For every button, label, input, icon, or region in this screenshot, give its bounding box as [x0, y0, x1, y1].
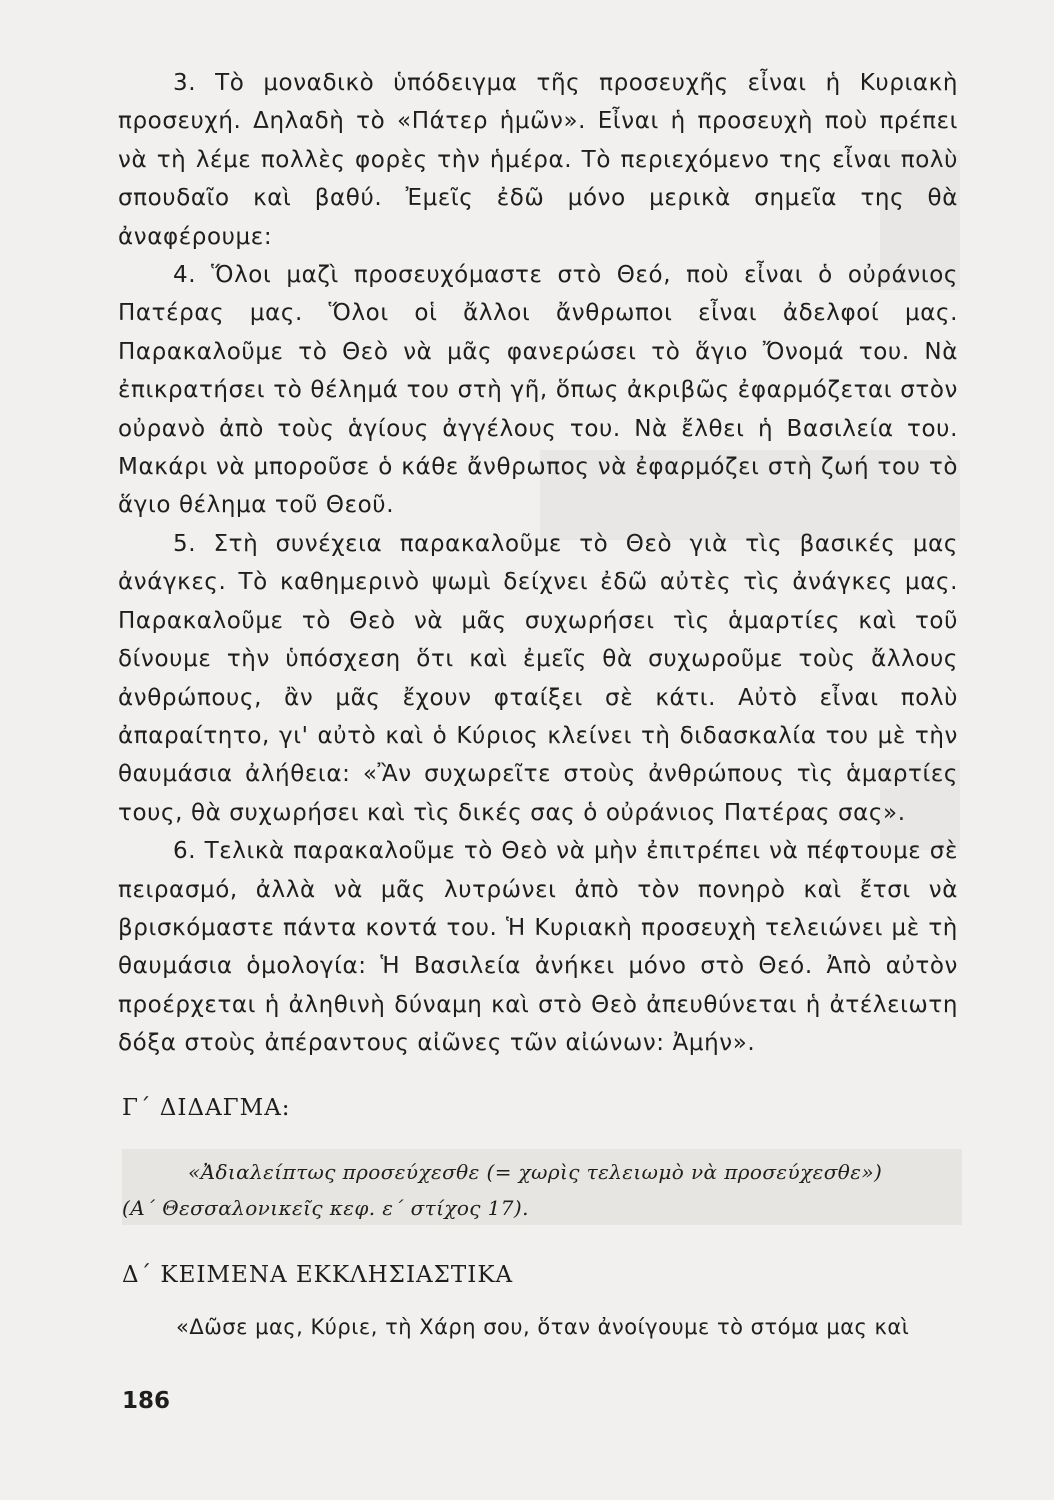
bible-reference: (Α΄ Θεσσαλονικεῖς κεφ. ε΄ στίχος 17). [122, 1196, 529, 1220]
section-heading-keimena: Δ΄ ΚΕΙΜΕΝΑ ΕΚΚΛΗΣΙΑΣΤΙΚΑ [122, 1262, 514, 1288]
main-text [118, 64, 958, 1063]
paragraph-6: 6. Τελικὰ παρακαλοῦμε τὸ Θεὸ νὰ μὴν ἐπιτρέπει νὰ πέφτουμε σὲ πειρασμό, ἀλλὰ νὰ μᾶς λυτρώνει ἀπὸ τὸν πονηρὸ καὶ ἔτσι νὰ βρισκόμαστε πάντα κοντά του. Ἡ Κυριακὴ προσευχὴ τελειώνει μὲ τὴ θαυμάσια ὁμολογία: Ἡ Βασιλεία ἀνήκει μόνο στὸ Θεό. Ἀπὸ αὐτὸν προέρχεται ἡ ἀληθινὴ δύναμη καὶ στὸ Θεὸ ἀπευθύνεται ἡ ἀτέλειωτη δόξα στοὺς ἀπέραντους αἰῶνες τῶν αἰώνων: Ἀμήν». [118, 838, 958, 1057]
page-number: 186 [122, 1388, 171, 1414]
paragraph-4: 4. Ὅλοι μαζὶ προσευχόμαστε στὸ Θεό, ποὺ εἶναι ὁ οὐράνιος Πατέρας μας. Ὅλοι οἱ ἄλλοι ἄνθρωποι εἶναι ἀδελφοί μας. Παρακαλοῦμε τὸ Θεὸ νὰ μᾶς φανερώσει τὸ ἅγιο Ὄνομά του. Νὰ ἐπικρατήσει τὸ θέλημά του στὴ γῆ, ὅπως ἀκριβῶς ἐφαρμόζεται στὸν οὐρανὸ ἀπὸ τοὺς ἁγίους ἀγγέλους του. Νὰ ἔλθει ἡ Βασιλεία του. Μακάρι νὰ μποροῦσε ὁ κάθε ἄνθρωπος νὰ ἐφαρμόζει στὴ ζωή του τὸ ἅγιο θέλημα τοῦ Θεοῦ. [118, 262, 958, 519]
paragraph-5: 5. Στὴ συνέχεια παρακαλοῦμε τὸ Θεὸ γιὰ τὶς βασικές μας ἀνάγκες. Τὸ καθημερινὸ ψωμὶ δείχνει ἐδῶ αὐτὲς τὶς ἀνάγκες μας. Παρακαλοῦμε τὸ Θεὸ νὰ μᾶς συχωρήσει τὶς ἁμαρτίες καὶ τοῦ δίνουμε τὴν ὑπόσχεση ὅτι καὶ ἐμεῖς θὰ συχωροῦμε τοὺς ἄλλους ἀνθρώπους, ἂν μᾶς ἔχουν φταίξει σὲ κάτι. Αὐτὸ εἶναι πολὺ ἀπαραίτητο, γι' αὐτὸ καὶ ὁ Κύριος κλείνει τὴ διδασκαλία του μὲ τὴν θαυμάσια ἀλήθεια: «Ἂν συχωρεῖτε στοὺς ἀνθρώπους τὶς ἁμαρτίες τους, θὰ συχωρήσει καὶ τὶς δικές σας ὁ οὐράνιος Πατέρας σας». [118, 530, 958, 826]
paragraph-3: 3. Τὸ μοναδικὸ ὑπόδειγμα τῆς προσευχῆς εἶναι ἡ Κυριακὴ προσευχή. Δηλαδὴ τὸ «Πάτερ ἡμῶν». Εἶναι ἡ προσευχὴ ποὺ πρέπει νὰ τὴ λέμε πολλὲς φορὲς τὴν ἡμέρα. Τὸ περιεχόμενο της εἶναι πολὺ σπουδαῖο καὶ βαθύ. Ἐμεῖς ἐδῶ μόνο μερικὰ σημεῖα της θὰ ἀναφέρουμε: [118, 70, 958, 250]
section-heading-didagma: Γ΄ ΔΙΔΑΓΜΑ: [122, 1095, 291, 1121]
bible-quote: «Ἀδιαλείπτως προσεύχεσθε (= χωρὶς τελειωμὸ νὰ προσεύχεσθε») [188, 1160, 883, 1184]
ecclesiastical-text-start: «Δῶσε μας, Κύριε, τὴ Χάρη σου, ὅταν ἀνοίγουμε τὸ στόμα μας καὶ [176, 1315, 910, 1339]
